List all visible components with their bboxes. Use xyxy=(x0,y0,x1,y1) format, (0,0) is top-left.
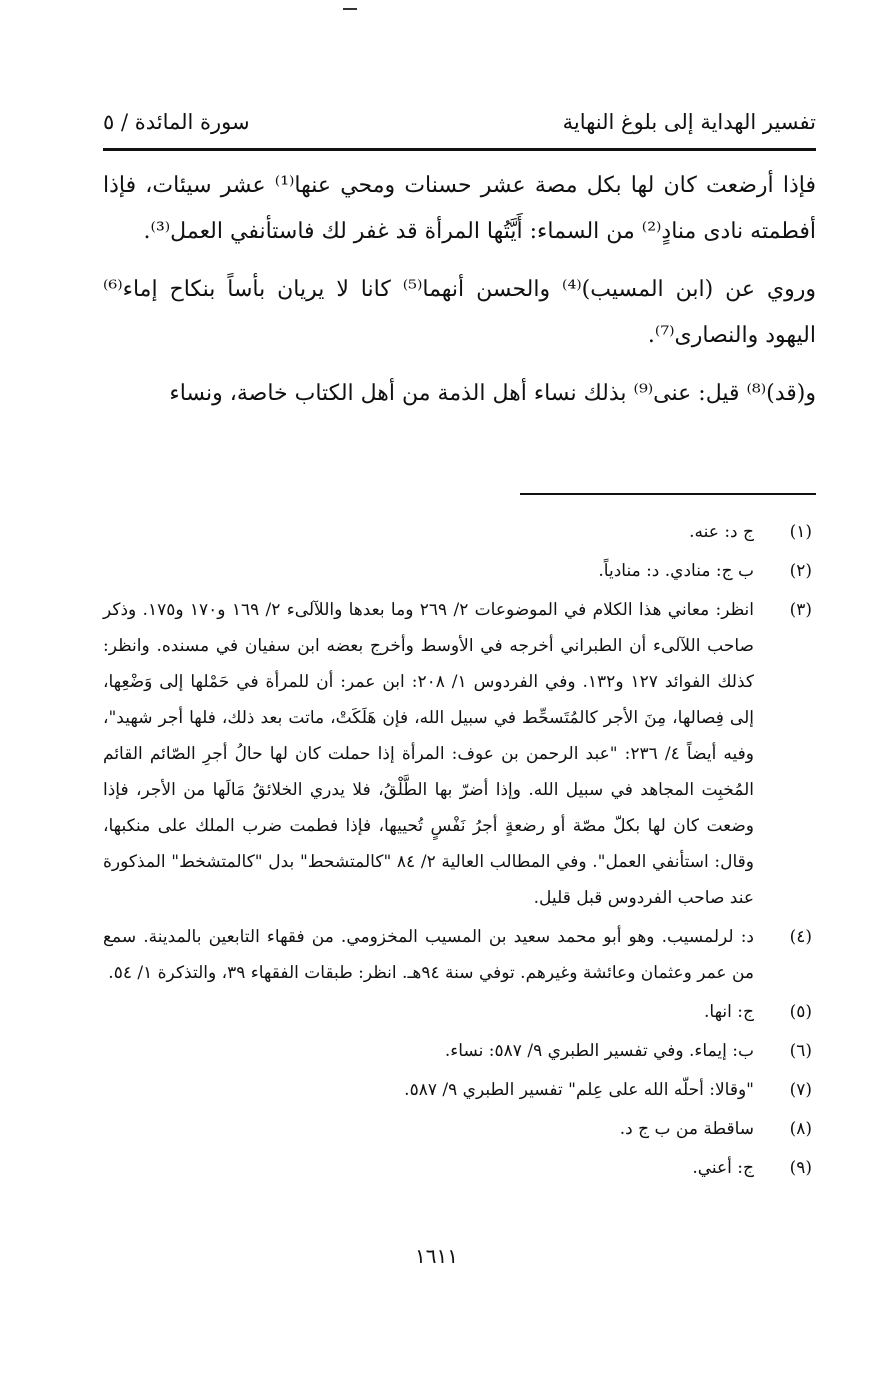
footnote-rule xyxy=(520,493,816,495)
footnote-number: (٧) xyxy=(789,1080,812,1100)
footnotes xyxy=(103,514,816,1189)
footnote xyxy=(103,994,816,1030)
footnote-text: د: لرلمسيب. وهو أبو محمد سعيد بن المسيب المخزومي. من فقهاء التابعين بالمدينة. سمع من عمر وعثمان وعائشة وغيرهم. توفي سنة ٩٤هـ. انظر: طبقات الفقهاء ٣٩، والتذكرة ١/ ٥٤. xyxy=(103,927,754,983)
footnote xyxy=(103,592,816,916)
running-header xyxy=(103,108,816,146)
paragraph-1: فإذا أرضعت كان لها بكل مصة عشر حسنات ومحي عنها⁽¹⁾ عشر سيئات، فإذا أفطمته نادى منادٍ⁽²⁾ من السماء: أَيَّتُها المرأة قد غفر لك فاستأنفي العمل⁽³⁾. xyxy=(103,173,816,244)
footnote-number: (٥) xyxy=(789,1002,812,1022)
top-mark xyxy=(343,8,357,10)
paragraph-2: وروي عن (ابن المسيب)⁽⁴⁾ والحسن أنهما⁽⁵⁾ كانا لا يريان بأساً بنكاح إماء⁽⁶⁾ اليهود والنصارى⁽⁷⁾. xyxy=(103,277,816,348)
page-number: ١٦١١ xyxy=(415,1244,458,1268)
footnote-text: انظر: معاني هذا الكلام في الموضوعات ٢/ ٢٦٩ وما بعدها واللآلىء ٢/ ١٦٩ و١٧٠ و١٧٥. وذكر صاحب اللآلىء أن الطبراني أخرجه في الأوسط وأخرج بعضه ابن سفيان في مسنده. وانظر: كذلك الفوائد ١٢٧ و١٣٢. وفي الفردوس ١/ ٢٠٨: ابن عمر: أن للمرأة في حَمْلها إلى وَضْعِها، إلى فِصالها، مِنَ الأجر كالمُتَسحِّط في سبيل الله، فإن هَلَكَتْ، ماتت بعد ذلك، فلها أجر شهيد"، وفيه أيضاً ٤/ ٢٣٦: "عبد الرحمن بن عوف: المرأة إذا حملت كان لها حالُ أجرِ الصّائم القائم المُخبِت المجاهد في سبيل الله. وإذا أضرّ بها الطَّلْقُ، فلا يدري الخلائقُ مَالَها من الأجر، فإذا وضعت كان لها بكلّ مصّة أو رضعةٍ أجرُ نَفْسٍ تُحييها، فإذا فطمت ضرب الملك على منكبها، وقال: استأنفي العمل". وفي المطالب العالية ٢/ ٨٤ "كالمتشحط" بدل "كالمتشخط" المذكورة عند صاحب الفردوس قبل قليل. xyxy=(103,600,755,908)
footnote-number: (٨) xyxy=(789,1119,812,1139)
footnote xyxy=(103,1111,816,1147)
footnote xyxy=(103,919,816,991)
footnote-text: ب ج: منادي. د: منادياً. xyxy=(598,561,754,581)
footnote-number: (٩) xyxy=(789,1158,812,1178)
footnote-number: (١) xyxy=(789,522,812,542)
book-title: تفسير الهداية إلى بلوغ النهاية xyxy=(562,110,816,134)
footnote-text: ب: إيماء. وفي تفسير الطبري ٩/ ٥٨٧: نساء. xyxy=(444,1041,754,1061)
paragraph-3: و(قد)⁽⁸⁾ قيل: عنى⁽⁹⁾ بذلك نساء أهل الذمة من أهل الكتاب خاصة، ونساء xyxy=(169,381,816,406)
surah-label: سورة المائدة / ٥ xyxy=(103,110,250,134)
footnote-number: (٦) xyxy=(789,1041,812,1061)
header-rule xyxy=(103,148,816,151)
footnote-number: (٣) xyxy=(789,600,812,620)
footnote xyxy=(103,1150,816,1186)
main-text xyxy=(103,163,816,429)
footnote xyxy=(103,553,816,589)
footnote-text: ج: أعني. xyxy=(692,1158,754,1178)
footnote-number: (٢) xyxy=(789,561,812,581)
footnote xyxy=(103,1072,816,1108)
footnote-text: ساقطة من ب ج د. xyxy=(619,1119,754,1139)
footnote xyxy=(103,1033,816,1069)
footnote-text: ج: انها. xyxy=(704,1002,754,1022)
footnote xyxy=(103,514,816,550)
footnote-text: "وقالا: أحلّه الله على عِلم" تفسير الطبري ٩/ ٥٨٧. xyxy=(404,1080,754,1100)
footnote-text: ج د: عنه. xyxy=(689,522,754,542)
footnote-number: (٤) xyxy=(789,927,812,947)
